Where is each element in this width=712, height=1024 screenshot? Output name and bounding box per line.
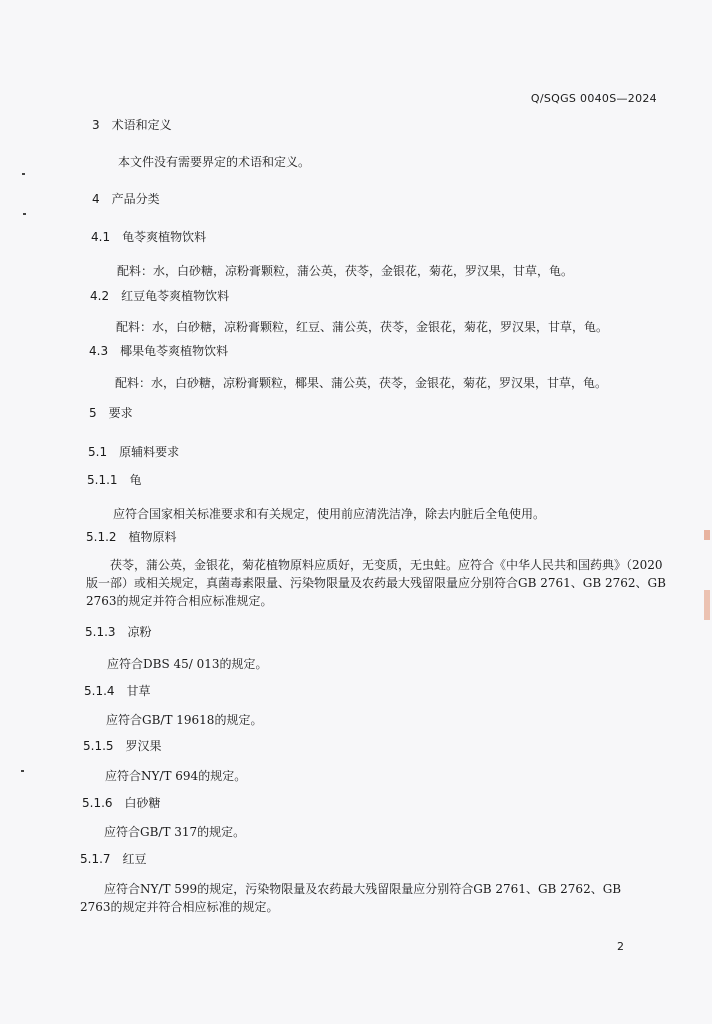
heading-title: 产品分类 (111, 192, 160, 206)
scan-speck (23, 213, 26, 215)
heading-number: 5.1.1 (87, 473, 118, 487)
heading-5 (89, 404, 133, 421)
heading-title: 凉粉 (127, 625, 152, 639)
paragraph-4-3: 配料：水，白砂糖，凉粉膏颗粒，椰果、蒲公英，茯苓，金银花，菊花，罗汉果，甘草，龟。 (115, 376, 608, 390)
paragraph-3: 本文件没有需要界定的术语和定义。 (118, 155, 311, 169)
paragraph-4-2: 配料：水，白砂糖，凉粉膏颗粒，红豆、蒲公英，茯苓，金银花，菊花，罗汉果，甘草，龟。 (116, 320, 609, 334)
heading-4 (92, 190, 160, 207)
scan-edge-mark (704, 590, 710, 620)
heading-number: 4.1 (91, 230, 111, 244)
heading-5-1-7 (80, 850, 147, 867)
heading-number: 5.1.5 (83, 739, 114, 753)
paragraph-5-1-6: 应符合GB/T 317的规定。 (104, 825, 246, 839)
paragraph-5-1-3: 应符合DBS 45/ 013的规定。 (107, 657, 268, 671)
heading-title: 椰果龟苓爽植物饮料 (120, 344, 229, 358)
heading-number: 5.1.3 (85, 625, 116, 639)
heading-4-1 (91, 228, 206, 245)
paragraph-5-1-7: 应符合NY/T 599的规定，污染物限量及农药最大残留限量应分别符合GB 2761、GB 2762、GB 2763的规定并符合相应标准的规定。 (80, 882, 622, 914)
page-number: 2 (617, 940, 624, 953)
heading-title: 白砂糖 (124, 796, 161, 810)
scan-speck (21, 770, 24, 772)
heading-number: 4.2 (90, 289, 110, 303)
heading-title: 红豆龟苓爽植物饮料 (121, 289, 230, 303)
heading-4-3 (89, 342, 228, 359)
heading-number: 5 (89, 406, 97, 420)
heading-5-1 (88, 443, 179, 460)
heading-title: 龟 (129, 473, 142, 487)
heading-title: 原辅料要求 (119, 445, 180, 459)
heading-title: 要求 (108, 406, 133, 420)
heading-number: 5.1 (88, 445, 108, 459)
heading-title: 罗汉果 (125, 739, 162, 753)
paragraph-5-1-1: 应符合国家相关标准要求和有关规定，使用前应清洗洁净，除去内脏后全龟使用。 (113, 507, 546, 521)
heading-5-1-4 (84, 682, 151, 699)
heading-number: 4.3 (89, 344, 109, 358)
heading-title: 植物原料 (128, 530, 177, 544)
heading-4-2 (90, 287, 229, 304)
scan-edge-mark (704, 530, 710, 540)
scan-speck (22, 173, 25, 175)
heading-number: 5.1.4 (84, 684, 115, 698)
heading-title: 术语和定义 (111, 118, 172, 132)
heading-5-1-5 (83, 737, 162, 754)
heading-5-1-2 (86, 528, 177, 545)
heading-title: 龟苓爽植物饮料 (122, 230, 207, 244)
paragraph-5-1-5: 应符合NY/T 694的规定。 (105, 769, 247, 783)
heading-5-1-6 (82, 794, 161, 811)
heading-5-1-1 (87, 471, 142, 488)
heading-title: 红豆 (122, 852, 147, 866)
heading-number: 5.1.6 (82, 796, 113, 810)
heading-3 (92, 116, 172, 133)
heading-number: 3 (92, 118, 100, 132)
heading-title: 甘草 (126, 684, 151, 698)
heading-number: 5.1.7 (80, 852, 111, 866)
paragraph-5-1-2: 茯苓，蒲公英，金银花，菊花植物原料应质好，无变质，无虫蛀。应符合《中华人民共和国药典》（2020版一部）或相关规定，真菌毒素限量、污染物限量及农药最大残留限量应分别符合GB 2761、GB 2762、GB 2763的规定并符合相应标准规定。 (86, 558, 666, 608)
heading-5-1-3 (85, 623, 152, 640)
heading-number: 4 (92, 192, 100, 206)
heading-number: 5.1.2 (86, 530, 117, 544)
document-code: Q/SQGS 0040S—2024 (530, 92, 657, 105)
paragraph-4-1: 配料：水，白砂糖，凉粉膏颗粒，蒲公英，茯苓，金银花，菊花，罗汉果，甘草，龟。 (117, 264, 574, 278)
paragraph-5-1-4: 应符合GB/T 19618的规定。 (106, 713, 263, 727)
